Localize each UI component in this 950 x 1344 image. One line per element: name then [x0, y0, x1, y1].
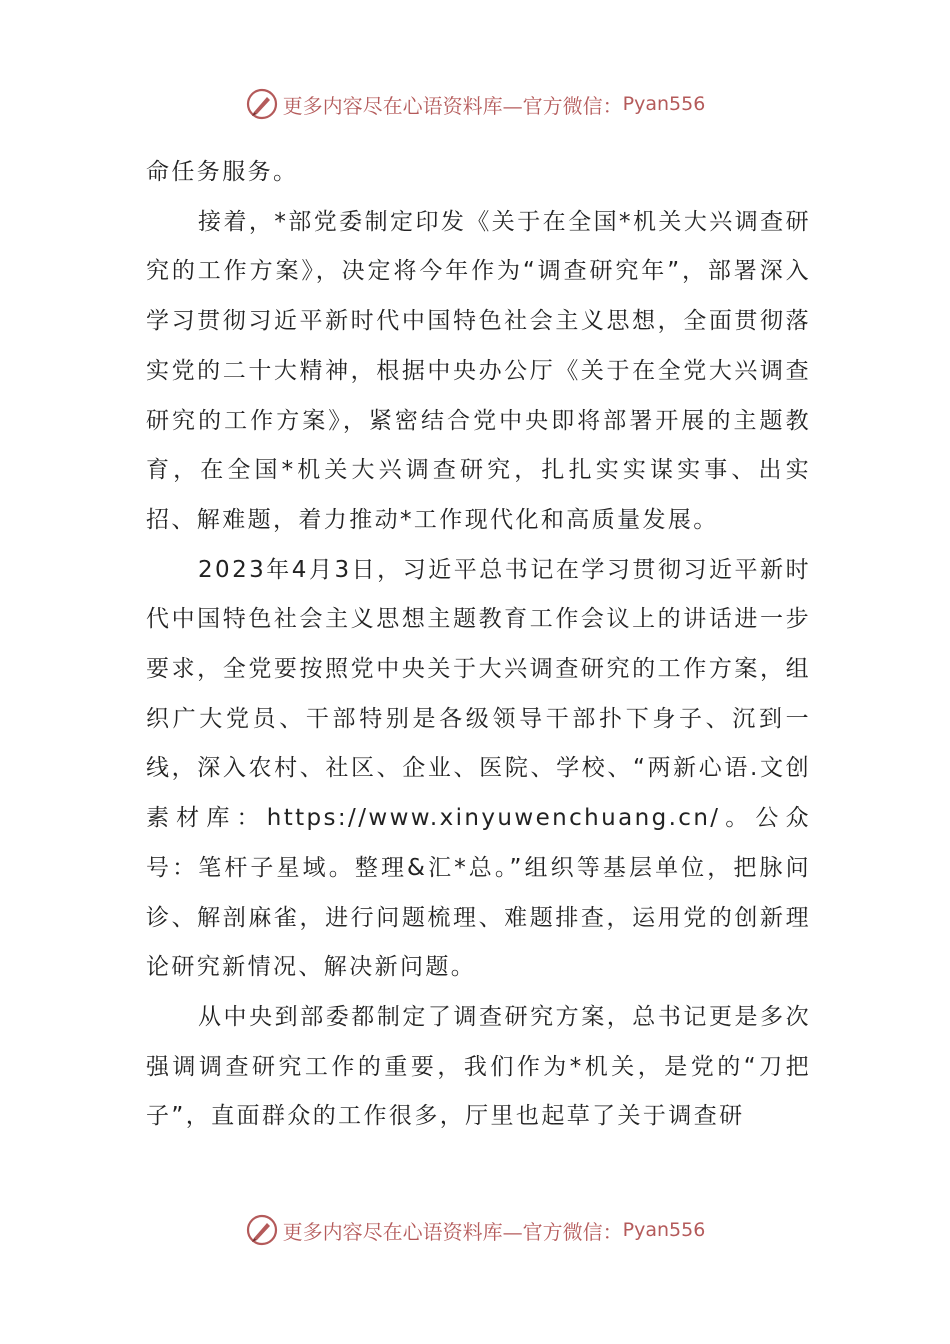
- paragraph: 接着，*部党委制定印发《关于在全国*机关大兴调查研究的工作方案》，决定将今年作为“调查研究年”，部署深入学习贯彻习近平新时代中国特色社会主义思想，全面贯彻落实党的二十大精神，根据中央办公厅《关于在全党大兴调查研究的工作方案》，紧密结合党中央即将部署开展的主题教育，在全国*机关大兴调查研究，扎扎实实谋实事、出实招、解难题，着力推动*工作现代化和高质量发展。: [146, 208, 811, 533]
- paragraph-continuation: 命任务服务。: [146, 159, 299, 185]
- header-banner: [0, 84, 950, 124]
- footer-banner: [0, 1210, 950, 1250]
- header-banner-text: 更多内容尽在心语资料库—官方微信：: [282, 93, 623, 118]
- footer-banner-handle: Pyan556: [622, 1219, 706, 1241]
- header-banner-handle: Pyan556: [622, 93, 706, 115]
- footer-banner-text: 更多内容尽在心语资料库—官方微信：: [282, 1219, 623, 1244]
- document-body: [146, 148, 811, 1142]
- paragraph: 从中央到部委都制定了调查研究方案，总书记更是多次强调调查研究工作的重要，我们作为*机关，是党的“刀把子”，直面群众的工作很多，厅里也起草了关于调查研: [146, 1003, 811, 1130]
- pen-logo-icon: [245, 1213, 279, 1247]
- pen-logo-icon: [245, 87, 279, 121]
- paragraph: 2023年4月3日，习近平总书记在学习贯彻习近平新时代中国特色社会主义思想主题教育工作会议上的讲话进一步要求，全党要按照党中央关于大兴调查研究的工作方案，组织广大党员、干部特别是各级领导干部扑下身子、沉到一线，深入农村、社区、企业、医院、学校、“两新心语.文创素材库：https://www.xinyuwenchuang.cn/。公众号：笔杆子星域。整理&汇*总。”组织等基层单位，把脉问诊、解剖麻雀，进行问题梳理、难题排查，运用党的创新理论研究新情况、解决新问题。: [146, 556, 811, 981]
